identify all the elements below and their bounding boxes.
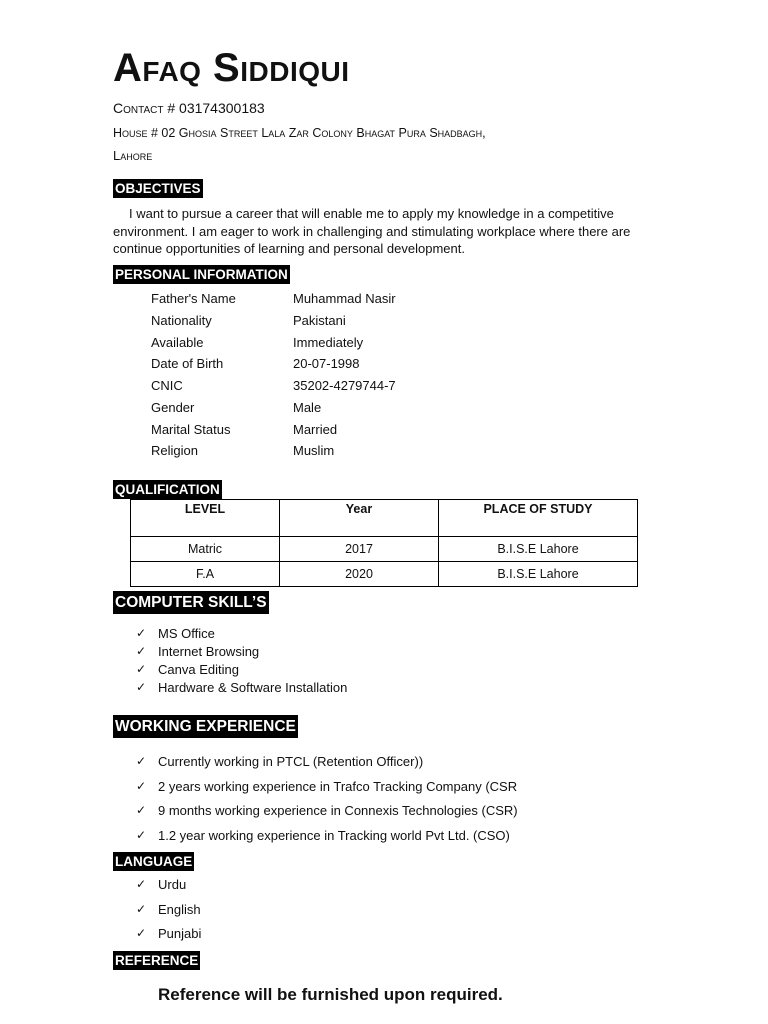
check-icon: ✓ xyxy=(136,626,147,640)
experience-item: 2 years working experience in Trafco Tracking Company (CSR xyxy=(158,779,518,794)
check-icon: ✓ xyxy=(136,803,147,817)
table-header-row xyxy=(131,500,638,537)
info-value-dob: 20-07-1998 xyxy=(293,356,360,371)
table-cell-place: B.I.S.E Lahore xyxy=(439,562,638,587)
language-item: Punjabi xyxy=(158,926,202,941)
check-icon: ✓ xyxy=(136,754,147,768)
experience-item: Currently working in PTCL (Retention Officer)) xyxy=(158,754,424,769)
contact-number: Contact # 03174300183 xyxy=(113,100,265,116)
column-header-year: Year xyxy=(280,500,439,537)
objectives-line-2: environment. I am eager to work in challenging and stimulating workplace where there are xyxy=(113,223,631,239)
working-experience-heading: WORKING EXPERIENCE xyxy=(113,715,298,738)
objectives-heading: OBJECTIVES xyxy=(115,181,201,196)
table-cell-level: F.A xyxy=(131,562,280,587)
column-header-place: PLACE OF STUDY xyxy=(439,500,638,537)
check-icon: ✓ xyxy=(136,680,147,694)
skill-item: Internet Browsing xyxy=(158,644,260,659)
info-label-available: Available xyxy=(151,335,204,350)
language-item: English xyxy=(158,902,201,917)
info-value-fathers-name: Muhammad Nasir xyxy=(293,291,396,306)
info-label-marital-status: Marital Status xyxy=(151,422,231,437)
table-cell-place: B.I.S.E Lahore xyxy=(439,537,638,562)
check-icon: ✓ xyxy=(136,644,147,658)
address-line-2: Lahore xyxy=(113,148,153,163)
objectives-text xyxy=(113,205,643,258)
check-icon: ✓ xyxy=(136,926,147,940)
info-label-fathers-name: Father's Name xyxy=(151,291,236,306)
check-icon: ✓ xyxy=(136,779,147,793)
candidate-name: Afaq Siddiqui xyxy=(113,46,350,90)
info-value-marital-status: Married xyxy=(293,422,338,437)
info-label-religion: Religion xyxy=(151,443,198,458)
qualification-table xyxy=(130,499,638,587)
table-cell-year: 2020 xyxy=(280,562,439,587)
skill-item: Canva Editing xyxy=(158,662,239,677)
check-icon: ✓ xyxy=(136,828,147,842)
qualification-heading: QUALIFICATION xyxy=(115,482,220,497)
column-header-level: LEVEL xyxy=(131,500,280,537)
info-label-nationality: Nationality xyxy=(151,313,212,328)
table-cell-year: 2017 xyxy=(280,537,439,562)
info-value-religion: Muslim xyxy=(293,443,335,458)
info-value-gender: Male xyxy=(293,400,322,415)
table-row xyxy=(131,537,638,562)
language-heading: LANGUAGE xyxy=(115,854,193,869)
language-item: Urdu xyxy=(158,877,187,892)
reference-statement: Reference will be furnished upon required. xyxy=(158,985,503,1004)
objectives-line-1: I want to pursue a career that will enable me to apply my knowledge in a competitive xyxy=(129,206,614,221)
info-label-cnic: CNIC xyxy=(151,378,183,393)
reference-heading: REFERENCE xyxy=(115,953,199,968)
table-row xyxy=(131,562,638,587)
personal-info-heading: PERSONAL INFORMATION xyxy=(115,267,288,282)
info-label-dob: Date of Birth xyxy=(151,356,224,371)
experience-item: 1.2 year working experience in Tracking world Pvt Ltd. (CSO) xyxy=(158,828,510,843)
computer-skills-heading: COMPUTER SKILL’S xyxy=(113,591,269,614)
skill-item: MS Office xyxy=(158,626,215,641)
objectives-line-3: continue opportunities of learning and personal development. xyxy=(113,241,465,256)
info-label-gender: Gender xyxy=(151,400,195,415)
check-icon: ✓ xyxy=(136,902,147,916)
check-icon: ✓ xyxy=(136,877,147,891)
table-cell-level: Matric xyxy=(131,537,280,562)
skill-item: Hardware & Software Installation xyxy=(158,680,348,695)
check-icon: ✓ xyxy=(136,662,147,676)
experience-item: 9 months working experience in Connexis Technologies (CSR) xyxy=(158,803,518,818)
info-value-available: Immediately xyxy=(293,335,364,350)
info-value-cnic: 35202-4279744-7 xyxy=(293,378,396,393)
address-line-1: House # 02 Ghosia Street Lala Zar Colony Bhagat Pura Shadbagh, xyxy=(113,126,486,140)
info-value-nationality: Pakistani xyxy=(293,313,346,328)
